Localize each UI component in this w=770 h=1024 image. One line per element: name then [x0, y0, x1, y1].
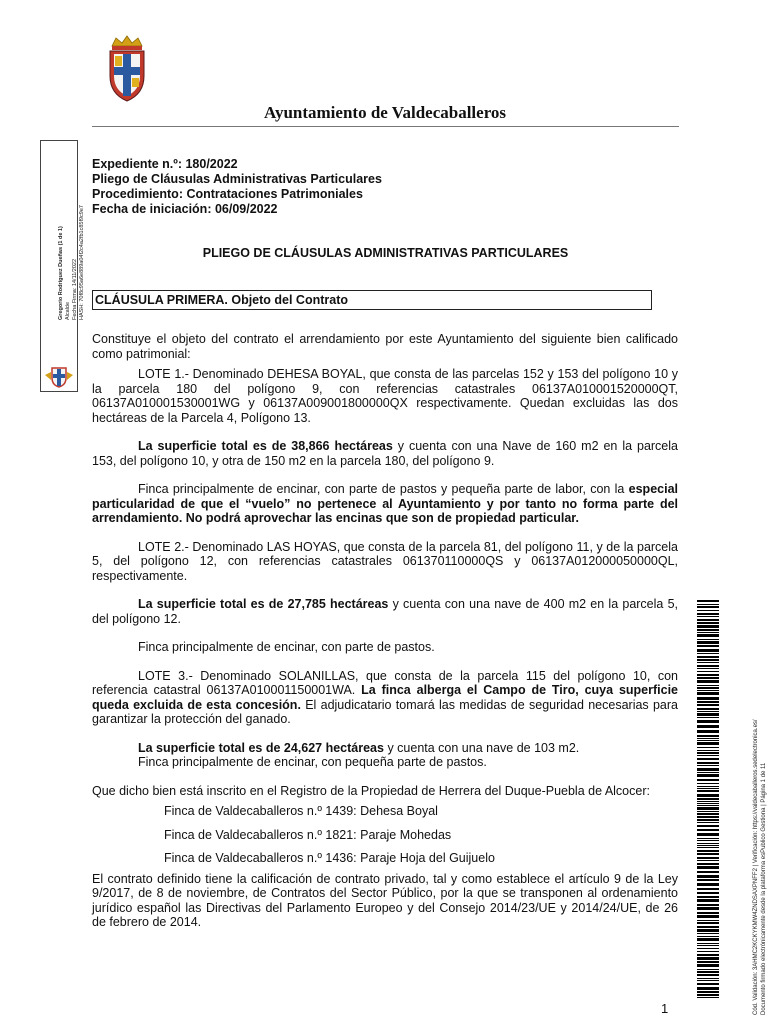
- signature-stamp: [58, 205, 86, 320]
- signer-role: Alcalde: [65, 301, 71, 320]
- barcode-bar: [697, 853, 719, 855]
- lote3-surface-rest: y cuenta con una nave de 103 m2.: [383, 740, 580, 755]
- barcode-bar: [697, 783, 719, 784]
- barcode-bar: [697, 742, 719, 745]
- barcode-bar: [697, 798, 719, 800]
- pliego-type: Pliego de Cláusulas Administrativas Particulares: [92, 172, 382, 186]
- barcode-bar: [697, 616, 719, 617]
- lote1-finca-text: Finca principalmente de encinar, con parte de pastos y pequeña parte de labor, con la: [138, 482, 629, 496]
- barcode-bar: [697, 730, 719, 733]
- barcode-bar: [697, 762, 719, 764]
- lote3-surface: [138, 741, 678, 756]
- barcode-bar: [697, 794, 719, 797]
- municipal-crest-logo: [104, 34, 150, 104]
- barcode-bar: [697, 687, 719, 689]
- lote1-finca-bold: especial particularidad de que el “vuelo” no pertenece al Ayuntamiento y por tanto no forma parte del arrendamiento. No podrá aprovechar las encinas que son de propiedad particular.: [92, 482, 678, 525]
- barcode-bar: [697, 987, 719, 990]
- barcode-bar: [697, 747, 719, 748]
- barcode-bar: [697, 692, 719, 695]
- barcode-bar: [697, 671, 719, 672]
- document-title: PLIEGO DE CLÁUSULAS ADMINISTRATIVAS PARTICULARES: [202, 246, 569, 260]
- barcode-bar: [697, 807, 719, 810]
- barcode-bar: [697, 980, 719, 981]
- page-number: 1: [661, 1001, 669, 1016]
- barcode-bar: [697, 879, 719, 881]
- signature-hash: HASH: 70f8c95a6e889a04f2c4a2fb1c85f9c9e7: [79, 205, 85, 320]
- barcode-bar: [697, 610, 719, 611]
- barcode-bar: [697, 803, 719, 804]
- barcode-bar: [697, 668, 719, 669]
- barcode-bar: [697, 922, 719, 924]
- lote3-text-c: El adjudicatario tomará las medidas de seguridad necesarias para garantizar la protección del ganado.: [92, 697, 678, 726]
- barcode-bar: [697, 945, 719, 946]
- barcode-bar: [697, 708, 719, 710]
- barcode-bar: [697, 978, 719, 979]
- finca-item: Finca de Valdecaballeros n.º 1439: Dehesa Boyal: [164, 804, 438, 818]
- barcode-bar: [697, 750, 719, 751]
- document-body: [92, 332, 678, 930]
- barcode-bar: [697, 899, 719, 902]
- lote3-paragraph: [92, 669, 678, 727]
- lote2-finca: Finca principalmente de encinar, con parte de pastos.: [138, 640, 435, 654]
- municipality-name: Ayuntamiento de Valdecaballeros: [263, 103, 507, 122]
- barcode-bar: [697, 961, 719, 963]
- lote1-surface: [92, 439, 678, 468]
- barcode-bar: [697, 920, 719, 921]
- barcode-bar: [697, 875, 719, 878]
- barcode-bar: [697, 641, 719, 644]
- barcode-bar: [697, 622, 719, 624]
- barcode-bar: [697, 994, 719, 996]
- barcode-bar: [697, 871, 719, 873]
- lote3-surface-block: [92, 741, 678, 770]
- barcode-bar: [697, 619, 719, 621]
- barcode-bar: [697, 833, 719, 836]
- barcode-bar: [697, 904, 719, 906]
- barcode-bar: [697, 943, 719, 944]
- barcode-bar: [697, 991, 719, 993]
- barcode-bar: [697, 629, 719, 631]
- barcode-bar: [697, 857, 719, 859]
- barcode-bar: [697, 866, 719, 869]
- barcode-bar: [697, 786, 719, 787]
- barcode-bar: [697, 632, 719, 633]
- barcode-bar: [697, 680, 719, 683]
- lote2-surface: [92, 597, 678, 626]
- barcode-bar: [697, 717, 719, 718]
- barcode-bar: [697, 969, 719, 970]
- barcode-bar: [697, 690, 719, 691]
- lote1-paragraph: LOTE 1.- Denominado DEHESA BOYAL, que consta de las parcelas 152 y 153 del polígono 10 y la parcela 180 del polígono 9, con referencias catastrales 06137A010001520000QT, 06137A010001530001WG y 06137A009001800000QX respectivamente. Quedan excluidas las dos hectáreas de la Parcela 4, Polígono 13.: [92, 367, 678, 425]
- signature-date: Fecha Firma: 14/11/2022: [72, 258, 78, 320]
- barcode-bar: [697, 711, 719, 712]
- lote3-finca: Finca principalmente de encinar, con pequeña parte de pastos.: [138, 755, 487, 769]
- lote3-surface-bold: La superficie total es de 24,627 hectáreas: [138, 740, 384, 755]
- barcode-bar: [697, 755, 719, 756]
- expediente-number: Expediente n.º: 180/2022: [92, 157, 238, 171]
- barcode-bar: [697, 649, 719, 652]
- barcode-bar: [697, 788, 719, 789]
- barcode-bar: [697, 765, 719, 766]
- barcode-bar: [697, 829, 719, 831]
- barcode-bar: [697, 974, 719, 976]
- barcode-bar: [697, 768, 719, 771]
- closing-paragraph: El contrato definido tiene la calificación de contrato privado, tal y como establece el artículo 9 de la Ley 9/2017, de 8 de noviembre, de Contratos del Sector Público, por la que se transponen al ordenamiento jurídico español las Directivas del Parlamento Europeo y del Consejo 2014/23/UE y 2014/24/UE, de 26 de febrero de 2014.: [92, 871, 678, 929]
- barcode-bar: [697, 843, 719, 844]
- barcode-bar: [697, 896, 719, 898]
- barcode-bar: [697, 907, 719, 910]
- barcode-bar: [697, 625, 719, 628]
- barcode-bar: [697, 604, 719, 605]
- barcode-bar: [697, 725, 719, 728]
- barcode-bar: [697, 662, 719, 663]
- barcode-bar: [697, 774, 719, 777]
- barcode-bar: [697, 957, 719, 960]
- barcode-bar: [697, 825, 719, 827]
- barcode-bar: [697, 634, 719, 637]
- barcode-bar: [697, 600, 719, 602]
- barcode-bar: [697, 933, 719, 934]
- barcode-bar: [697, 704, 719, 706]
- barcode-bar: [697, 951, 719, 952]
- barcode-bar: [697, 790, 719, 792]
- barcode-bar: [697, 816, 719, 818]
- barcode-bar: [697, 735, 719, 737]
- finca-item: Finca de Valdecaballeros n.º 1436: Paraje Hoja del Guijuelo: [164, 851, 495, 865]
- barcode-bar: [697, 971, 719, 973]
- barcode-bar: [697, 954, 719, 956]
- barcode-bar: [697, 888, 719, 890]
- barcode-bar: [697, 847, 719, 848]
- fecha-iniciacion: Fecha de iniciación: 06/09/2022: [92, 202, 278, 216]
- barcode-bar: [697, 758, 719, 760]
- barcode-bar: [697, 656, 719, 658]
- verification-platform: Documento firmado electrónicamente desde la plataforma esPublico Gestiona | Página 1 de 11: [761, 762, 767, 1015]
- barcode-bar: [697, 738, 719, 739]
- barcode-bar: [697, 653, 719, 654]
- barcode-bar: [697, 645, 719, 647]
- procedimiento: Procedimiento: Contrataciones Patrimoniales: [92, 187, 363, 201]
- barcode-bar: [697, 801, 719, 802]
- signature-crest-icon: [44, 366, 74, 388]
- barcode-bar: [697, 892, 719, 894]
- barcode-bar: [697, 713, 719, 716]
- barcode-bar: [697, 659, 719, 661]
- lote2-surface-bold: La superficie total es de 27,785 hectáreas: [138, 597, 389, 611]
- lote1-surface-rest: y cuenta con una Nave de 160 m2 en la parcela 153, del polígono 10, y otra de 150 m2 en la parcela 180, del polígono 9.: [92, 439, 678, 468]
- barcode-bar: [697, 912, 719, 914]
- verification-note: [752, 719, 768, 1015]
- barcode-bar: [697, 840, 719, 841]
- barcode-bar: [697, 665, 719, 667]
- barcode-bar: [697, 860, 719, 861]
- barcode-bar: [697, 740, 719, 741]
- header-divider: [92, 126, 679, 127]
- barcode-bar: [697, 697, 719, 700]
- barcode-bar: [697, 613, 719, 615]
- barcode-bar: [697, 964, 719, 967]
- barcode-bar: [697, 838, 719, 839]
- lote3-text-a: LOTE 3.- Denominado SOLANILLAS, que consta de la parcela 115 del polígono 10, con referencia catastral 06137A010001150001WA.: [92, 668, 678, 697]
- barcode-bar: [697, 685, 719, 686]
- intro-paragraph: Constituye el objeto del contrato el arrendamiento por este Ayuntamiento del siguiente bien calificado como patrimonial:: [92, 332, 678, 361]
- barcode-bar: [697, 772, 719, 773]
- barcode-bar: [697, 948, 719, 949]
- barcode-bar: [697, 983, 719, 985]
- verification-barcode: [697, 600, 719, 1000]
- barcode-bar: [697, 606, 719, 608]
- barcode-bar: [697, 805, 719, 806]
- barcode-bar: [697, 929, 719, 932]
- barcode-bar: [697, 883, 719, 886]
- barcode-bar: [697, 813, 719, 815]
- lote1-finca: [92, 482, 678, 526]
- barcode-bar: [697, 819, 719, 821]
- lote1-surface-bold: La superficie total es de 38,866 hectáreas: [138, 439, 393, 453]
- barcode-bar: [697, 811, 719, 812]
- barcode-bar: [697, 752, 719, 754]
- signer-name: Gregorio Rodríguez Dueñas (1 de 1): [58, 226, 64, 320]
- barcode-bar: [697, 850, 719, 852]
- lote2-surface-rest: y cuenta con una nave de 400 m2 en la parcela 5, del polígono 12.: [92, 597, 678, 626]
- lote2-paragraph: LOTE 2.- Denominado LAS HOYAS, que consta de la parcela 81, del polígono 11, y de la parcela 5, del polígono 12, con referencias catastrales 061370110000QS y 06137A012000050000QL, respectivamente.: [92, 539, 678, 583]
- barcode-bar: [697, 926, 719, 928]
- barcode-bar: [697, 863, 719, 865]
- barcode-bar: [697, 915, 719, 918]
- barcode-bar: [697, 674, 719, 676]
- barcode-bar: [697, 938, 719, 941]
- registro-paragraph: Que dicho bien está inscrito en el Registro de la Propiedad de Herrera del Duque-Puebla de Alcocer:: [92, 783, 650, 798]
- barcode-bar: [697, 822, 719, 823]
- barcode-bar: [697, 677, 719, 679]
- barcode-bar: [697, 701, 719, 703]
- barcode-bar: [697, 720, 719, 723]
- barcode-bar: [697, 845, 719, 846]
- barcode-bar: [697, 639, 719, 640]
- clause-heading: CLÁUSULA PRIMERA. Objeto del Contrato: [92, 290, 652, 310]
- barcode-bar: [697, 997, 719, 998]
- finca-item: Finca de Valdecaballeros n.º 1821: Paraje Mohedas: [164, 827, 452, 842]
- barcode-bar: [697, 779, 719, 781]
- barcode-bar: [697, 936, 719, 937]
- verification-code: Cód. Validación: 3AHMC2KCKYKMW4ZNDSAXPNFF2 | Verificación: https://valdecaballeros.sedelectronica.es/: [753, 719, 759, 1015]
- expediente-meta: [92, 157, 382, 217]
- lote3-text-bold: La finca alberga el Campo de Tiro, cuya superficie queda excluida de esta concesión.: [92, 683, 678, 712]
